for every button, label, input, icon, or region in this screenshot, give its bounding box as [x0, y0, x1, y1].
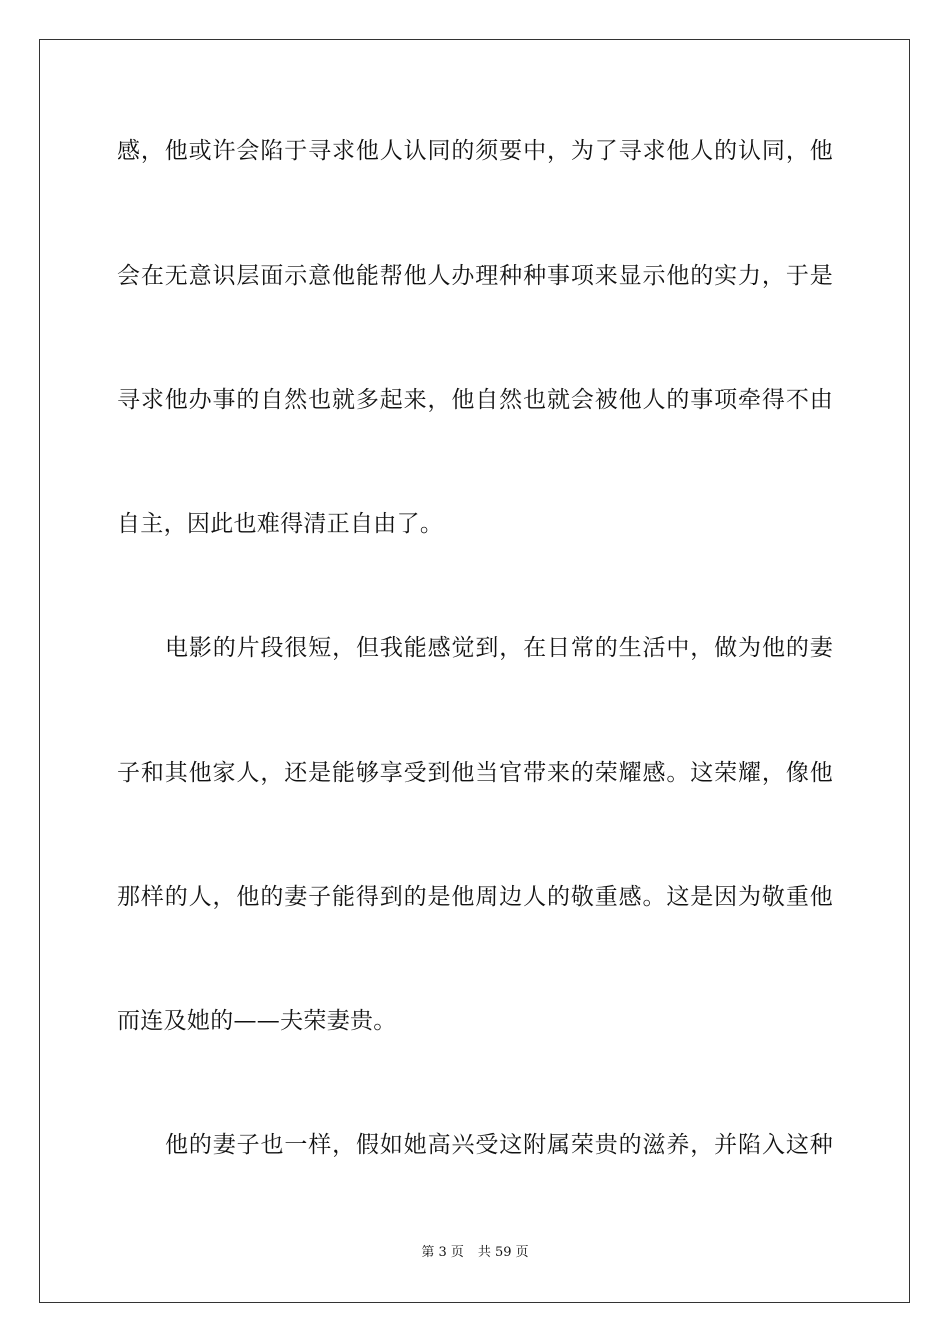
text-line: 他的妻子也一样，假如她高兴受这附属荣贵的滋养，并陷入这种: [165, 1132, 833, 1158]
text-line: 而连及她的——夫荣妻贵。: [117, 1008, 397, 1034]
text-line: 会在无意识层面示意他能帮他人办理种种事项来显示他的实力，于是: [117, 263, 833, 289]
text-line: 电影的片段很短，但我能感觉到，在日常的生活中，做为他的妻: [165, 635, 833, 661]
text-line: 子和其他家人，还是能够享受到他当官带来的荣耀感。这荣耀，像他: [117, 760, 833, 786]
page-number: 第 3 页: [421, 1245, 464, 1260]
text-line: 感，他或许会陷于寻求他人认同的须要中，为了寻求他人的认同，他: [117, 138, 833, 164]
text-line: 寻求他办事的自然也就多起来，他自然也就会被他人的事项牵得不由: [117, 387, 833, 413]
text-line: 自主，因此也难得清正自由了。: [117, 511, 444, 537]
page-footer: [0, 1245, 950, 1261]
text-line: 那样的人，他的妻子能得到的是他周边人的敬重感。这是因为敬重他: [117, 884, 833, 910]
page-total: 共 59 页: [477, 1245, 529, 1260]
page-frame: [39, 39, 910, 1303]
